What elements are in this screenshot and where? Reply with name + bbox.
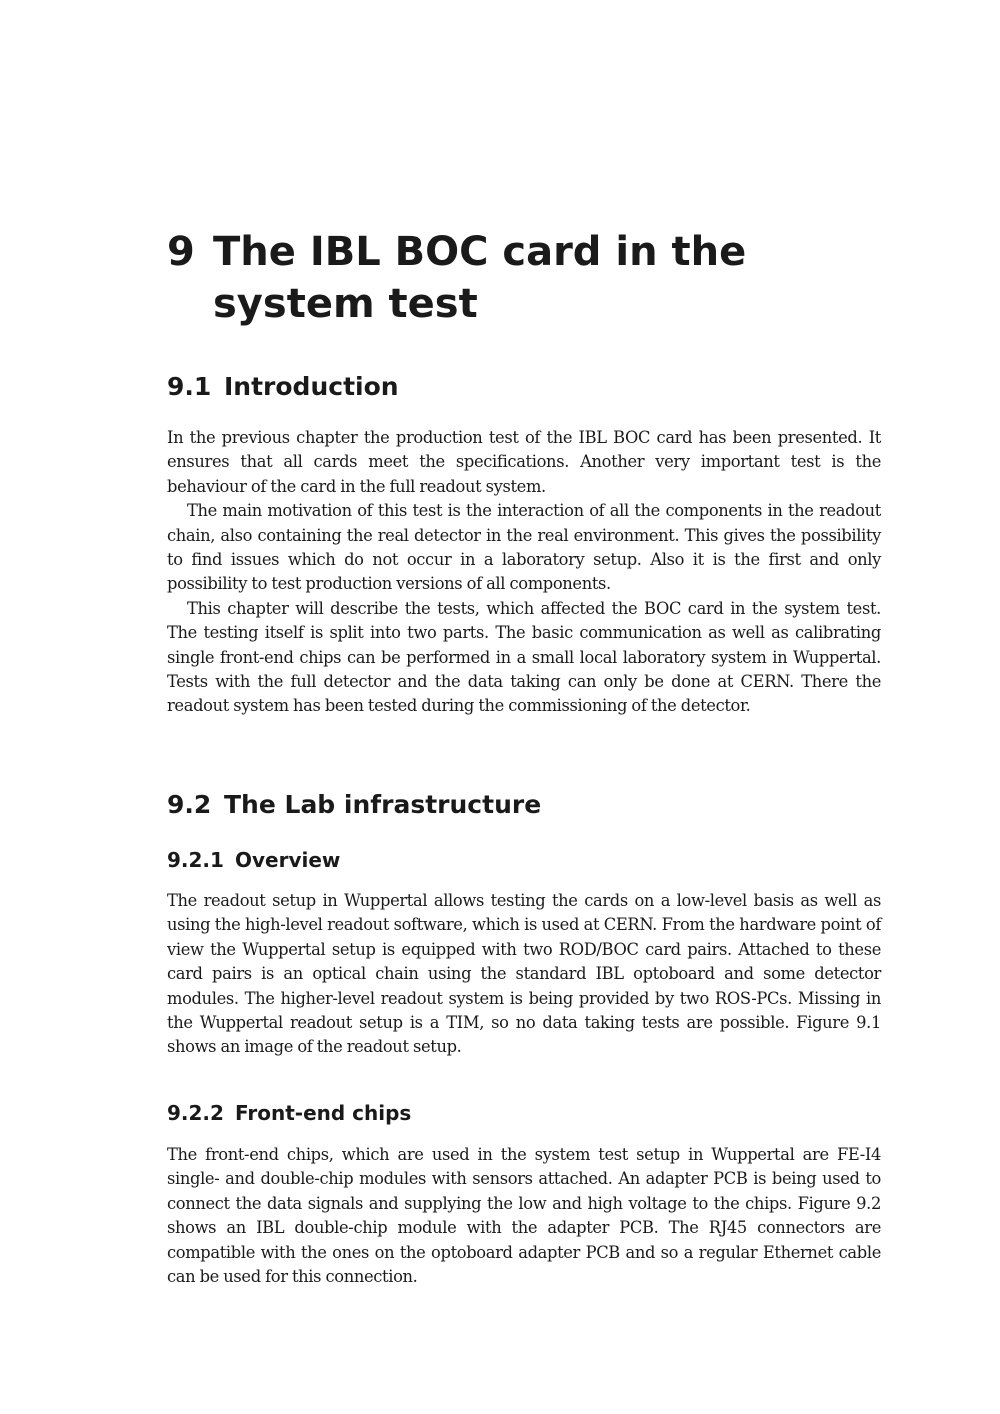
subsection-heading-overview: [167, 847, 881, 873]
chapter-title: The IBL BOC card in the system test: [213, 229, 747, 327]
section-title: The Lab infrastructure: [224, 790, 542, 819]
paragraph: The front-end chips, which are used in the system test setup in Wuppertal are FE-I4 single- and double-chip modules with sensors attached. An adapter PCB is being used to connect the data signals and supplying the low and high voltage to the chips. Figure 9.2 shows an IBL double-chip module with the adapter PCB. The RJ45 connectors are compatible with the ones on the optoboard adapter PCB and so a regular Ethernet cable can be used for this connection.: [167, 1145, 881, 1287]
chapter-number: 9: [167, 229, 195, 275]
chapter-heading: [167, 226, 881, 330]
section-heading-introduction: [167, 371, 881, 403]
subsection-title: Front-end chips: [235, 1101, 412, 1125]
section-title: Introduction: [224, 372, 399, 401]
paragraph: The main motivation of this test is the interaction of all the components in the readout chain, also containing the real detector in the real environment. This gives the possibility to find issues which do not occur in a laboratory setup. Also it is the first and only possibility to test production versions of all components.: [167, 501, 881, 594]
paragraph: This chapter will describe the tests, which affected the BOC card in the system test. The testing itself is split into two parts. The basic communication as well as calibrating single front-end chips can be performed in a small local laboratory system in Wuppertal. Tests with the full detector and the data taking can only be done at CERN. There the readout system has been tested during the commissioning of the detector.: [167, 598, 881, 716]
paragraph: The readout setup in Wuppertal allows testing the cards on a low-level basis as well as using the high-level readout software, which is used at CERN. From the hardware point of view the Wuppertal setup is equipped with two ROD/BOC card pairs. Attached to these card pairs is an optical chain using the standard IBL optoboard and some detector modules. The higher-level readout system is being provided by two ROS-PCs. Missing in the Wuppertal readout setup is a TIM, so no data taking tests are possible. Figure 9.1 shows an image of the readout setup.: [167, 891, 881, 1057]
subsection-number: 9.2.2: [167, 1101, 224, 1125]
section-number: 9.2: [167, 790, 212, 819]
section-number: 9.1: [167, 372, 212, 401]
subsection-title: Overview: [235, 848, 341, 872]
paragraph: In the previous chapter the production test of the IBL BOC card has been presented. It ensures that all cards meet the specifications. Another very important test is the behaviour of the card in the full readout system.: [167, 428, 881, 496]
subsection-number: 9.2.1: [167, 848, 224, 872]
overview-body: [167, 889, 881, 1060]
introduction-body: [167, 426, 881, 719]
front-end-chips-body: [167, 1143, 881, 1289]
subsection-heading-front-end-chips: [167, 1100, 881, 1126]
section-heading-lab-infrastructure: [167, 789, 881, 821]
